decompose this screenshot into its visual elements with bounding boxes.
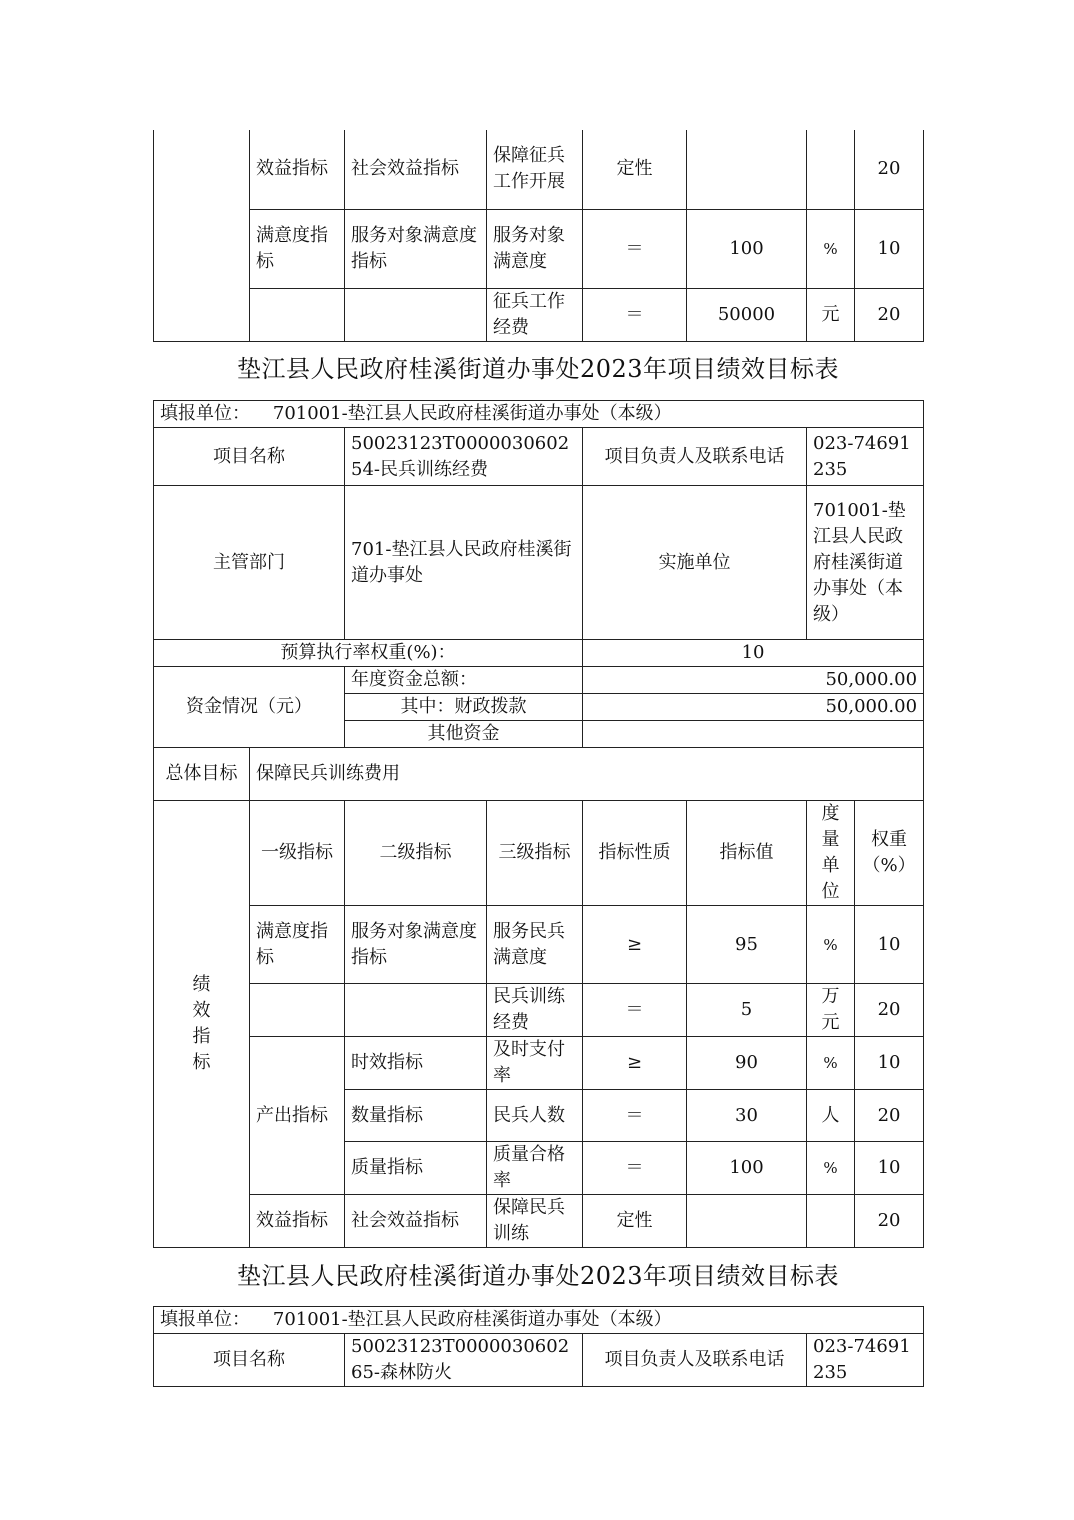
value-cell [687,130,807,209]
header-level2: 二级指标 [345,801,487,906]
header-value: 指标值 [687,801,807,906]
impl-label: 实施单位 [583,486,807,640]
nature-cell: ≥ [583,906,687,984]
dept-label: 主管部门 [154,486,345,640]
header-nature: 指标性质 [583,801,687,906]
budget-rate-label: 预算执行率权重(%)： [154,640,583,667]
value-cell: 90 [687,1037,807,1090]
project-name-value: 50023123T000003060265-森林防火 [345,1334,583,1387]
fund-total-value: 50,000.00 [583,667,924,694]
fund-total-label: 年度资金总额： [345,667,583,694]
level2-cell: 服务对象满意度指标 [345,209,487,288]
project-performance-table [153,1306,924,1387]
fill-unit-value: 701001-垫江县人民政府桂溪街道办事处（本级） [272,403,672,424]
fund-other-value [583,721,924,748]
value-cell: 5 [687,984,807,1037]
unit-cell [807,130,855,209]
header-level3: 三级指标 [487,801,583,906]
contact-label: 项目负责人及联系电话 [583,428,807,486]
fill-unit-row [154,1307,924,1334]
fund-other-label: 其他资金 [345,721,583,748]
level1-cell: 效益指标 [250,1195,345,1248]
goal-value: 保障民兵训练费用 [250,748,924,801]
nature-cell: 定性 [583,1195,687,1248]
unit-cell: % [807,209,855,288]
level3-cell: 征兵工作经费 [487,288,583,341]
section-title: 垫江县人民政府桂溪街道办事处2023年项目绩效目标表 [236,1262,840,1290]
value-cell: 100 [687,209,807,288]
project-performance-table [153,400,924,1248]
fund-fiscal-value: 50,000.00 [583,694,924,721]
level1-cell: 产出指标 [250,1037,345,1195]
perf-indicator-text: 绩效指标 [192,974,211,1073]
value-cell: 95 [687,906,807,984]
level1-cell: 满意度指标 [250,906,345,984]
contact-value: 023-74691235 [807,428,924,486]
unit-cell: % [807,1142,855,1195]
header-weight: 权重（%） [855,801,924,906]
dept-value: 701-垫江县人民政府桂溪街道办事处 [345,486,583,640]
fill-unit-label: 填报单位： [160,403,250,424]
nature-cell: ＝ [583,288,687,341]
weight-cell: 20 [855,1195,924,1248]
level2-cell: 社会效益指标 [345,1195,487,1248]
project-name-label: 项目名称 [154,428,345,486]
level3-cell: 及时支付率 [487,1037,583,1090]
nature-cell: ＝ [583,1142,687,1195]
unit-cell: % [807,906,855,984]
level2-cell [345,288,487,341]
unit-cell [807,1195,855,1248]
level2-cell: 社会效益指标 [345,130,487,209]
value-cell: 30 [687,1090,807,1142]
level2-cell [345,984,487,1037]
unit-cell: 元 [807,288,855,341]
nature-cell: ＝ [583,984,687,1037]
level1-cell: 效益指标 [250,130,345,209]
weight-cell: 20 [855,130,924,209]
weight-cell: 10 [855,906,924,984]
unit-cell: 人 [807,1090,855,1142]
level3-cell: 质量合格率 [487,1142,583,1195]
fill-unit-row [154,401,924,428]
nature-cell: ＝ [583,209,687,288]
section-title: 垫江县人民政府桂溪街道办事处2023年项目绩效目标表 [236,355,840,383]
contact-label: 项目负责人及联系电话 [583,1334,807,1387]
nature-cell: ≥ [583,1037,687,1090]
unit-cell: % [807,1037,855,1090]
impl-value: 701001-垫江县人民政府桂溪街道办事处（本级） [807,486,924,640]
header-unit: 度量单位 [807,801,855,906]
project-name-label: 项目名称 [154,1334,345,1387]
header-level1: 一级指标 [250,801,345,906]
weight-cell: 20 [855,288,924,341]
perf-indicator-label [154,801,250,1248]
level3-cell: 民兵人数 [487,1090,583,1142]
level3-cell: 服务对象满意度 [487,209,583,288]
value-cell: 50000 [687,288,807,341]
weight-cell: 10 [855,1142,924,1195]
goal-label: 总体目标 [154,748,250,801]
level2-cell: 质量指标 [345,1142,487,1195]
perf-indicator-column-continued [154,130,250,341]
level2-cell: 服务对象满意度指标 [345,906,487,984]
level2-cell: 数量指标 [345,1090,487,1142]
fund-fiscal-label: 其中：财政拨款 [345,694,583,721]
weight-cell: 20 [855,1090,924,1142]
level1-cell [250,288,345,341]
level3-cell: 服务民兵满意度 [487,906,583,984]
nature-cell: ＝ [583,1090,687,1142]
weight-cell: 10 [855,1037,924,1090]
fund-label: 资金情况（元） [154,667,345,748]
value-cell [687,1195,807,1248]
level1-cell [250,984,345,1037]
weight-cell: 10 [855,209,924,288]
nature-cell: 定性 [583,130,687,209]
project-name-value: 50023123T000003060254-民兵训练经费 [345,428,583,486]
continued-indicator-table [153,130,924,342]
level2-cell: 时效指标 [345,1037,487,1090]
value-cell: 100 [687,1142,807,1195]
level3-cell: 民兵训练经费 [487,984,583,1037]
fill-unit-value: 701001-垫江县人民政府桂溪街道办事处（本级） [272,1309,672,1330]
budget-rate-value: 10 [583,640,924,667]
level3-cell: 保障征兵工作开展 [487,130,583,209]
unit-cell: 万元 [807,984,855,1037]
fill-unit-label: 填报单位： [160,1309,250,1330]
contact-value: 023-74691235 [807,1334,924,1387]
level1-cell: 满意度指标 [250,209,345,288]
level3-cell: 保障民兵训练 [487,1195,583,1248]
weight-cell: 20 [855,984,924,1037]
